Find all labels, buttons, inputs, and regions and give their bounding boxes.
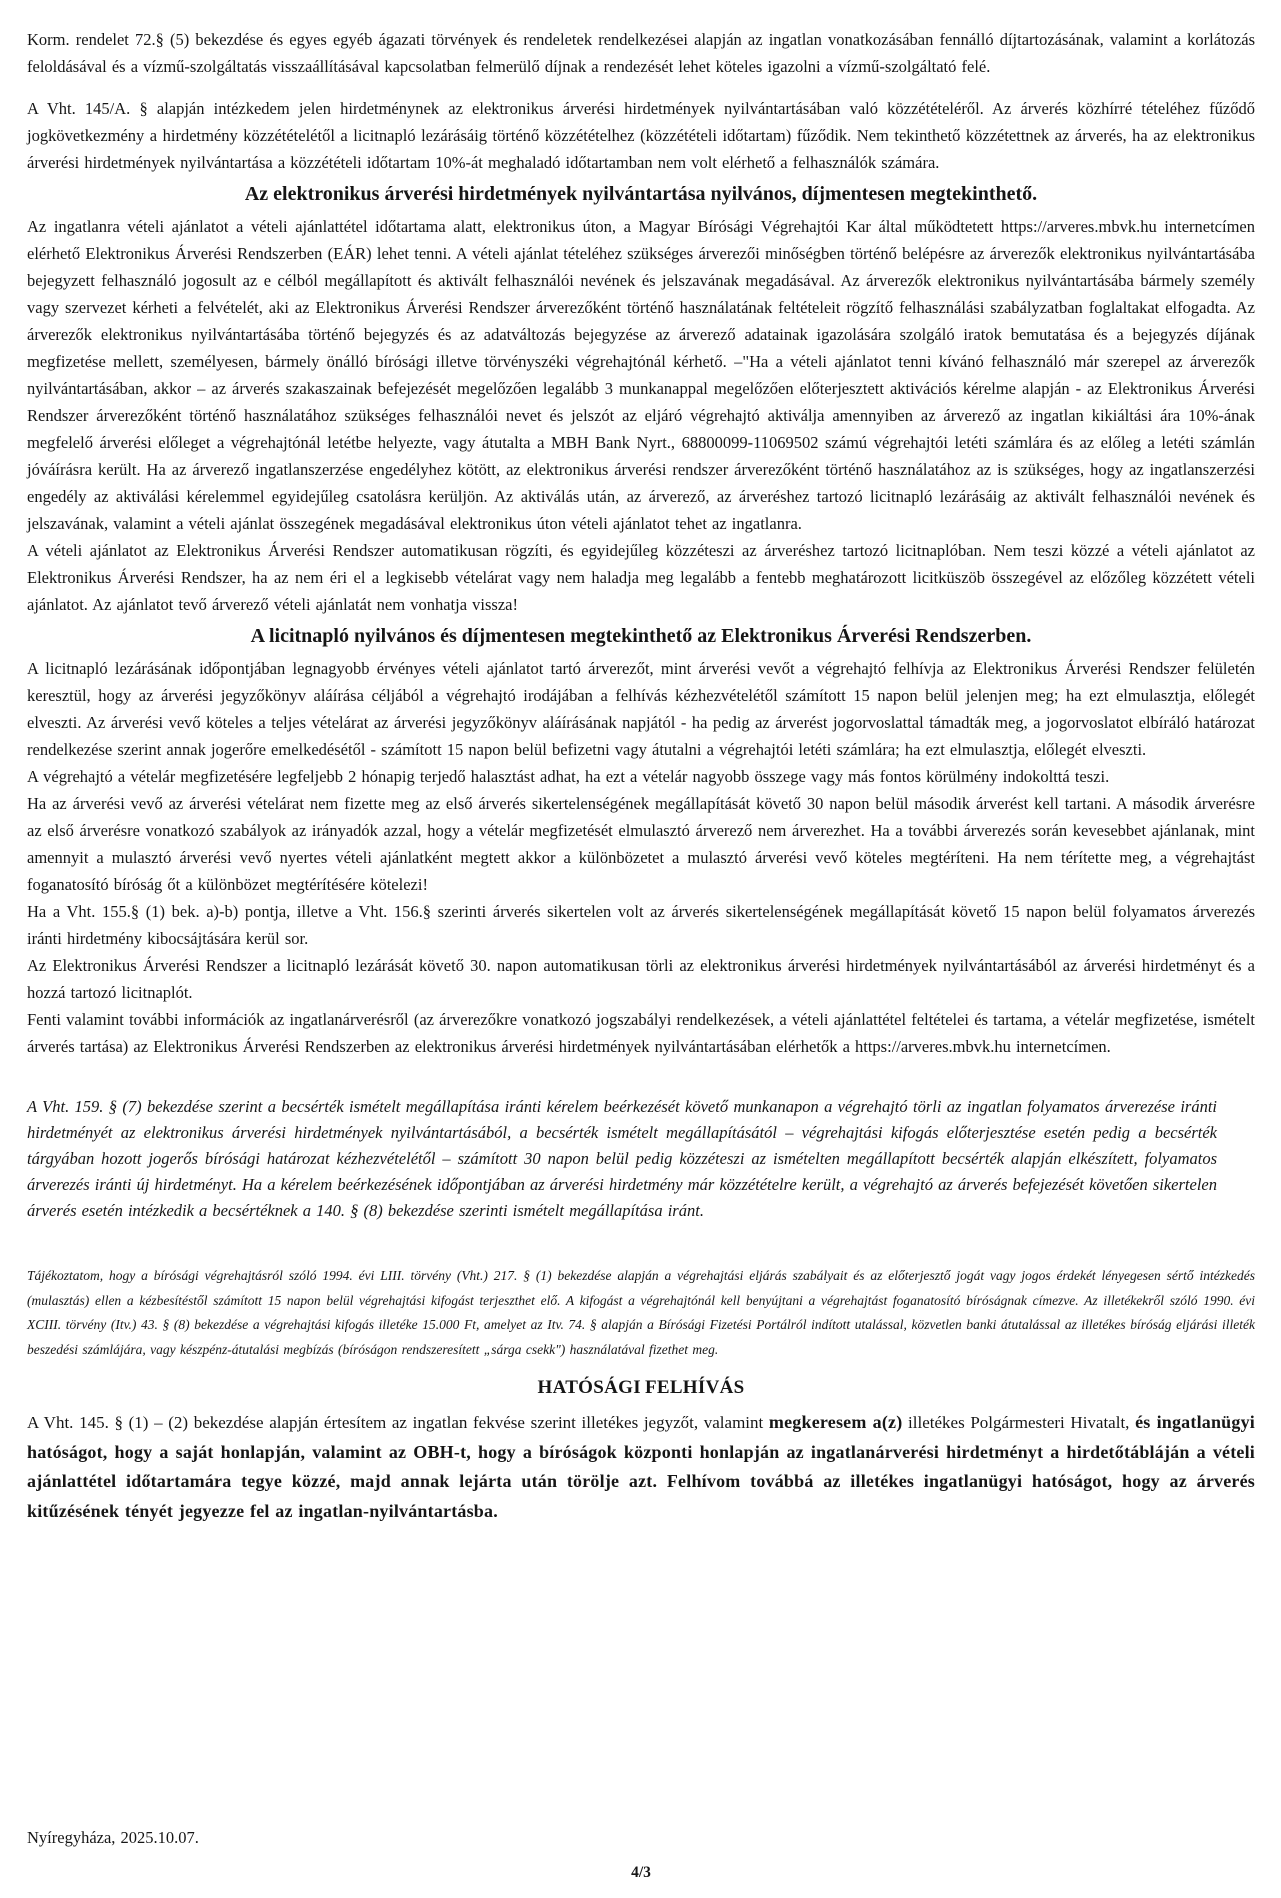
- paragraph-halasztas: A végrehajtó a vételár megfizetésére legfeljebb 2 hónapig terjedő halasztást adhat, ha ezt a vételár nagyobb összege vagy más fontos körülmény indokolttá teszi.: [27, 767, 1110, 786]
- heading-nyilvantartas-nyilvanos: Az elektronikus árverési hirdetmények nyilvántartása nyilvános, díjmentesen megtekinthető.: [244, 183, 1038, 205]
- paragraph-tajekoztatas-kifogas: Tájékoztatom, hogy a bírósági végrehajtásról szóló 1994. évi LIII. törvény (Vht.) 217. § (1) bekezdése alapján a végrehajtási eljárás szabályait és az előterjesztő jogát vagy jogos érdekét lényegesen sértő intézkedés (mulasztás) ellen a kézbesítéstől számított 15 napon belül végrehajtási kifogást terjeszthet elő. A kifogást a végrehajtónál kell benyújtani a végrehajtást foganatosító bíróságnak címezve. Az illetékekről szóló 1990. évi XCIII. törvény (Itv.) 43. § (8) bekezdése a végrehajtási kifogás illetéke 15.000 Ft, amelyet az Itv. 74. § alapján a Bírósági Fizetési Portálról indított utalással, közvetlen banki átutalással az illetékes bíróság eljárási illeték beszedési számlájára, vagy készpénz-átutalási megbízás (bíróságon rendszeresített „sárga csekk") használatával fizethet meg.: [27, 1268, 1255, 1357]
- paragraph-korm-rendelet: Korm. rendelet 72.§ (5) bekezdése és egyes egyéb ágazati törvények és rendeletek rendelkezései alapján az ingatlan vonatkozásában fennálló díjtartozásának, valamint a korlátozás feloldásával és a vízmű-szolgáltatás visszaállításával kapcsolatban felmerülő díjnak a rendezését lehet köteles igazolni a vízmű-szolgáltató felé.: [27, 30, 1255, 76]
- call-text-normal-1: A Vht. 145. § (1) – (2) bekezdése alapján értesítem az ingatlan fekvése szerint illetékes jegyzőt, valamint: [27, 1413, 769, 1432]
- paragraph-ajanlat-rogzites: A vételi ajánlatot az Elektronikus Árverési Rendszer automatikusan rögzíti, és egyidejűleg közzéteszi az árveréshez tartozó licitnaplóban. Nem teszi közzé a vételi ajánlatot az Elektronikus Árverési Rendszer, ha az nem éri el a legkisebb vételárat vagy nem haladja meg legalább a fentebb meghatározott licitküszöb összegével az előzőleg közzétett vételi ajánlatot. Az ajánlatot tevő árverező vételi ajánlatát nem vonhatja vissza!: [27, 541, 1255, 614]
- call-text-bold-2: és ingatlanügyi hatóságot, hogy a saját honlapján, valamint az OBH-t, hogy a bíróságok központi honlapján az ingatlanárverési hirdetményt a hirdetőtábláján a vételi ajánlattétel időtartamára tegye közzé, majd annak lejárta után törölje azt. Felhívom továbbá az illetékes ingatlanügyi hatóságot, hogy az árverés kitűzésének tényét jegyezze fel az ingatlan-nyilvántartásba.: [27, 1412, 1255, 1521]
- paragraph-vht-145a-kozzetetel: A Vht. 145/A. § alapján intézkedem jelen hirdetménynek az elektronikus árverési hirdetmények nyilvántartásában való közzétételéről. Az árverés közhírré tételéhez fűződő jogkövetkezmény a hirdetmény közzétételétől a licitnapló lezárásáig történő közzétételhez (közzétételi időtartam) fűződik. Nem tekinthető közzétettnek az árverés, ha az elektronikus árverési hirdetmények nyilvántartása a közzétételi időtartam 10%-át meghaladó időtartamban nem volt elérhető a felhasználók számára.: [27, 99, 1255, 172]
- dateline: Nyíregyháza, 2025.10.07.: [27, 1828, 199, 1847]
- call-text-normal-2: illetékes Polgármesteri Hivatalt,: [902, 1413, 1136, 1432]
- paragraph-vht-159-becsertek: A Vht. 159. § (7) bekezdése szerint a becsérték ismételt megállapítása iránti kérelem beérkezését követő munkanapon a végrehajtó törli az ingatlan folyamatos árverezése iránti hirdetményét az elektronikus árverési hirdetmények nyilvántartásából, a becsérték ismételt megállapításától – végrehajtási kifogás előterjesztése esetén pedig a becsérték tárgyában hozott jogerős bírósági határozat kézhezvételétől – számított 30 napon belül pedig közzéteszi az ismételten megállapított becsérték alapján elkészített, folyamatos árverezés iránti új hirdetményt. Ha a kérelem beérkezésének időpontjában az árverési hirdetmény már közzétételre került, a végrehajtó az árverés befejezését követően sikertelen árverés esetén intézkedik a becsértéknek a 140. § (8) bekezdése szerinti ismételt megállapítása iránt.: [27, 1097, 1217, 1220]
- page-number: 4/3: [631, 1864, 651, 1881]
- paragraph-vht-155-156: Ha a Vht. 155.§ (1) bek. a)-b) pontja, illetve a Vht. 156.§ szerinti árverés sikertelen volt az árverés sikertelenségének megállapítását követő 15 napon belül folyamatos árverezés iránti hirdetmény kibocsájtására kerül sor.: [27, 902, 1255, 948]
- paragraph-hatosagi-felhivas-szoveg: [27, 1408, 1255, 1526]
- paragraph-torles-30-nap: Az Elektronikus Árverési Rendszer a licitnapló lezárását követő 30. napon automatikusan törli az elektronikus árverési hirdetmények nyilvántartásából az árverési hirdetményt és a hozzá tartozó licitnaplót.: [27, 956, 1255, 1002]
- paragraph-veteli-ajanlat-ear: Az ingatlanra vételi ajánlatot a vételi ajánlattétel időtartama alatt, elektronikus úton, a Magyar Bírósági Végrehajtói Kar által működtetett https://arveres.mbvk.hu internetcímen elérhető Elektronikus Árverési Rendszerben (EÁR) lehet tenni. A vételi ajánlat tételéhez szükséges árverezői minőségben történő belépésre az árverezők elektronikus nyilvántartásába bejegyzett felhasználó jogosult az e célból megállapított és aktivált felhasználói nevének és jelszavának megadásával. Az árverezők elektronikus nyilvántartásába bármely személy vagy szervezet kérheti a felvételét, aki az Elektronikus Árverési Rendszer árverezőként történő használatának feltételeit rögzítő felhasználási szabályzatban foglaltakat elfogadta. Az árverezők elektronikus nyilvántartásába történő bejegyzés és az adatváltozás bejegyzése az árverező adatainak igazolására szolgáló iratok bemutatása és a bejegyzés díjának megfizetése mellett, személyesen, bármely önálló bírósági illetve törvényszéki végrehajtónál kérhető. –"Ha a vételi ajánlatot tenni kívánó felhasználó már szerepel az árverezők nyilvántartásában, akkor – az árverés szakaszainak befejezését megelőzően legalább 3 munkanappal megelőzően előterjesztett aktivációs kérelme alapján - az Elektronikus Árverési Rendszer árverezőként történő használatához szükséges felhasználói nevet és jelszót az eljáró végrehajtó aktiválja amennyiben az árverező az ingatlan kikiáltási ára 10%-ának megfelelő árverési előleget a végrehajtónál letétbe helyezte, vagy átutalta a MBH Bank Nyrt., 68800099-11069502 számú végrehajtói letéti számlára és az előleg a letéti számlán jóváírásra került. Ha az árverező ingatlanszerzése engedélyhez kötött, az elektronikus árverési rendszer árverezőként történő használatához az is szükséges, hogy az ingatlanszerzési engedély az aktiválási kérelemmel egyidejűleg csatolásra kerüljön. Az aktiválás után, az árverező, az árveréshez tartozó licitnapló lezárásáig az aktivált felhasználói nevének és jelszavának, valamint a vételi ajánlat összegének megadásával elektronikus úton vételi ajánlatot tehet az ingatlanra.: [27, 217, 1255, 533]
- paragraph-masodik-arveres: Ha az árverési vevő az árverési vételárat nem fizette meg az első árverés sikertelenségének megállapítását követő 30 napon belül második árverést kell tartani. A második árverésre az első árverésre vonatkozó szabályok az irányadók azzal, hogy a vételár megfizetését elmulasztó árverező nem árverezhet. Ha a további árverezés során kevesebbet ajánlanak, mint amennyit a mulasztó árverési vevő nyertes vételi ajánlatként megtett akkor a különbözetet a mulasztó árverési vevő köteles megtéríteni. Ha nem térítette meg, a végrehajtást foganatosító bíróság őt a különbözet megtérítésére kötelezi!: [27, 794, 1255, 894]
- paragraph-tovabbi-informaciok: Fenti valamint további információk az ingatlanárverésről (az árverezőkre vonatkozó jogszabályi rendelkezések, a vételi ajánlattétel feltételei és tartama, a vételár megfizetése, ismételt árverés tartása) az Elektronikus Árverési Rendszerben az elektronikus árverési hirdetmények nyilvántartásában elérhetők a https://arveres.mbvk.hu internetcímen.: [27, 1010, 1255, 1056]
- call-text-bold-1: megkeresem a(z): [768, 1412, 903, 1432]
- heading-hatosagi-felhivas: HATÓSÁGI FELHÍVÁS: [537, 1377, 745, 1398]
- paragraph-licitnaplo-lezaras: A licitnapló lezárásának időpontjában legnagyobb érvényes vételi ajánlatot tartó árverezőt, mint árverési vevőt a végrehajtó felhívja az Elektronikus Árverési Rendszer felületén keresztül, hogy az árverési jegyzőkönyv aláírása céljából a végrehajtó irodájában a felhívás kézhezvételétől számított 15 napon belül jelenjen meg; ha ezt elmulasztja, előlegét elveszti. Az árverési vevő köteles a teljes vételárat az árverési jegyzőkönyv aláírásának napjától - ha pedig az árverést jogorvoslattal támadták meg, a jogorvoslatot elbíráló határozat rendelkezése szerint annak jogerőre emelkedésétől - számított 15 napon belül befizetni vagy átutalni a végrehajtói letéti számlára; ha ezt elmulasztja, előlegét elveszti.: [27, 659, 1255, 759]
- heading-licitnaplo-nyilvanos: A licitnapló nyilvános és díjmentesen megtekinthető az Elektronikus Árverési Rendszerben.: [250, 625, 1032, 647]
- vertical-spacer: [27, 1526, 1255, 1826]
